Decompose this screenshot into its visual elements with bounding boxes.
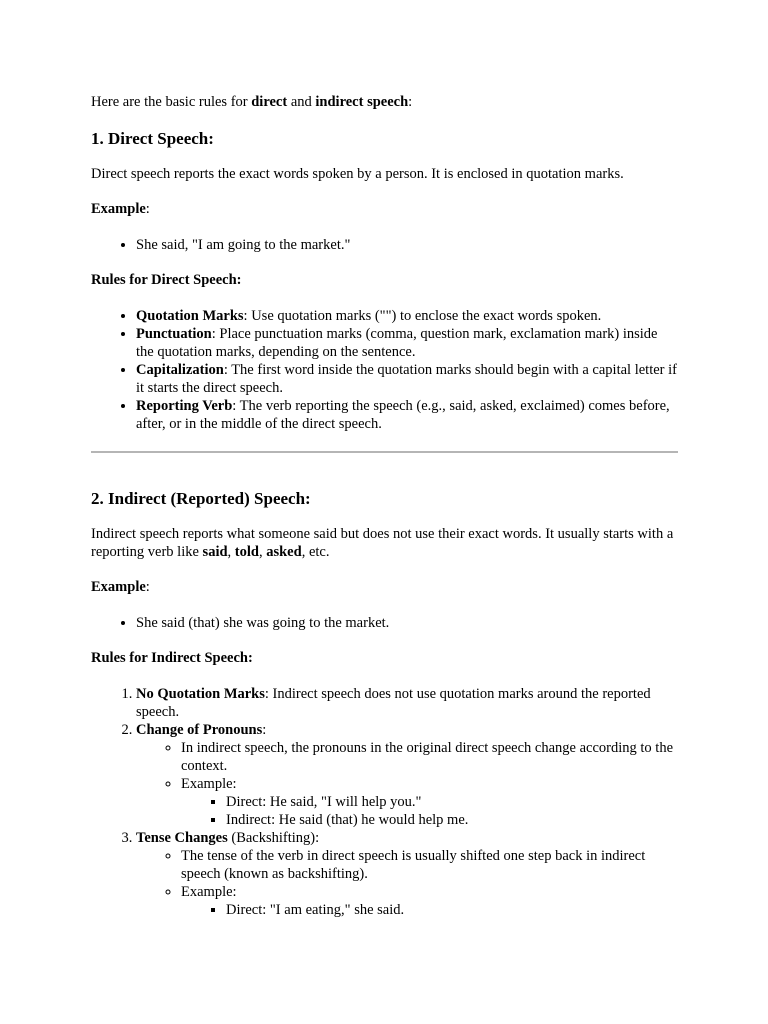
separator: ,	[258, 544, 267, 560]
indirect-example-item: • She said (that) she was going to the market.	[136, 614, 678, 632]
rule-text: : The verb reporting the speech (e.g., said, asked, exclaimed) comes before, after, or in the middle of the direct speech.	[136, 398, 670, 432]
example-item: ▪ Direct: He said, "I will help you."	[226, 793, 678, 811]
rule-term: No Quotation Marks	[136, 686, 265, 702]
indirect-example-colon: :	[145, 579, 150, 595]
verb-said: said	[202, 544, 228, 560]
indirect-description-end: , etc.	[301, 544, 330, 560]
rule-text: : Place punctuation marks (comma, question mark, exclamation mark) inside the quotation marks, depending on the sentence.	[136, 326, 658, 360]
direct-speech-heading: 1. Direct Speech:	[91, 129, 214, 148]
example-item: ▪ Direct: "I am eating," she said.	[226, 901, 678, 919]
direct-example-colon: :	[145, 201, 150, 217]
sublist-item: ◦ The tense of the verb in direct speech is usually shifted one step back in indirect speech (known as backshifting).	[181, 847, 678, 883]
direct-rules-list	[91, 307, 678, 433]
indirect-example-list	[91, 614, 678, 632]
example-item: ▪ Indirect: He said (that) he would help me.	[226, 811, 678, 829]
tense-example-list	[181, 901, 678, 919]
direct-rules-heading: Rules for Direct Speech:	[91, 272, 242, 288]
sublist-item-text: Example:	[181, 884, 237, 900]
direct-example-label	[91, 200, 678, 218]
indirect-speech-description	[91, 525, 678, 561]
sublist-item-text: Example:	[181, 776, 237, 792]
indirect-rule-item	[136, 685, 678, 721]
indirect-rule-item	[136, 829, 678, 919]
rule-text: : Indirect speech does not use quotation marks around the reported speech.	[136, 686, 651, 720]
rule-text: : The first word inside the quotation marks should begin with a capital letter if it starts the direct speech.	[136, 362, 677, 396]
sublist-item: ◦ In indirect speech, the pronouns in the original direct speech change according to the context.	[181, 739, 678, 775]
rule-text: : Use quotation marks ("") to enclose the exact words spoken.	[243, 308, 602, 324]
direct-example-label-text: Example	[91, 201, 146, 217]
rule-text: :	[262, 722, 267, 738]
indirect-rule-item	[136, 721, 678, 829]
separator: ,	[227, 544, 235, 560]
verb-told: told	[234, 544, 259, 560]
direct-rule-item	[136, 325, 678, 361]
section-divider	[91, 451, 678, 453]
intro-text: Here are the basic rules for	[91, 94, 252, 110]
sublist-item	[181, 883, 678, 919]
tense-sublist	[136, 847, 678, 919]
rule-term: Tense Changes	[136, 830, 228, 846]
rule-term: Change of Pronouns	[136, 722, 263, 738]
sublist-item	[181, 775, 678, 829]
intro-colon: :	[408, 94, 413, 110]
direct-rule-item	[136, 307, 678, 325]
intro-text-and: and	[287, 94, 316, 110]
pronoun-example-list	[181, 793, 678, 829]
intro-paragraph	[91, 93, 678, 111]
direct-example-list	[91, 236, 678, 254]
rule-term: Punctuation	[136, 326, 212, 342]
indirect-example-label	[91, 578, 678, 596]
direct-speech-description: Direct speech reports the exact words spoken by a person. It is enclosed in quotation marks.	[91, 166, 624, 182]
rule-term: Capitalization	[136, 362, 224, 378]
direct-rule-item	[136, 361, 678, 397]
intro-bold-direct: direct	[251, 94, 288, 110]
verb-asked: asked	[266, 544, 302, 560]
rule-term: Quotation Marks	[136, 308, 244, 324]
indirect-speech-heading: 2. Indirect (Reported) Speech:	[91, 489, 311, 508]
intro-bold-indirect: indirect speech	[315, 94, 409, 110]
indirect-description-text: Indirect speech reports what someone said but does not use their exact words. It usually starts with a reporting verb like	[91, 526, 674, 560]
direct-rule-item	[136, 397, 678, 433]
indirect-rules-heading: Rules for Indirect Speech:	[91, 650, 253, 666]
indirect-rules-list	[91, 685, 678, 919]
direct-example-item: • She said, "I am going to the market."	[136, 236, 678, 254]
rule-term: Reporting Verb	[136, 398, 233, 414]
indirect-example-label-text: Example	[91, 579, 146, 595]
pronoun-sublist	[136, 739, 678, 829]
rule-text: (Backshifting):	[227, 830, 320, 846]
